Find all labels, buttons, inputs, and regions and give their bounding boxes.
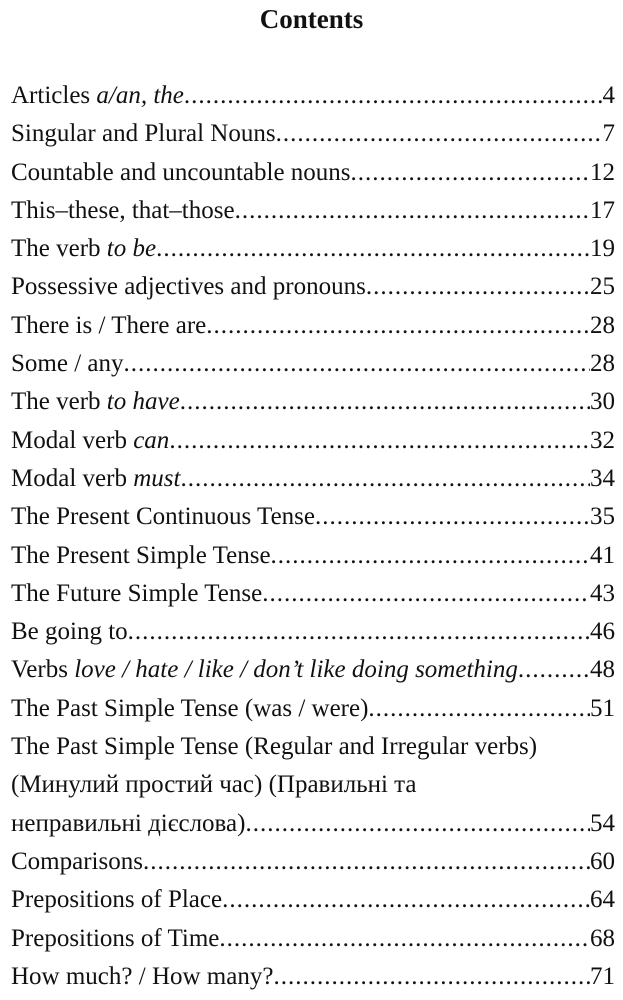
toc-entry bbox=[11, 537, 615, 575]
toc-entry-title-part: There is / There are bbox=[11, 311, 207, 339]
dot-leader bbox=[271, 537, 590, 575]
toc-entry-title bbox=[11, 805, 245, 843]
toc-entry bbox=[11, 383, 615, 421]
toc-entry-title-part: (Минулий простий час) (Правильні та bbox=[11, 771, 417, 799]
toc-entry-title bbox=[11, 460, 180, 498]
toc-entry-title bbox=[11, 958, 273, 996]
toc-entry-title bbox=[11, 230, 156, 268]
toc-entry bbox=[11, 920, 615, 958]
dot-leader bbox=[180, 383, 590, 421]
toc-entry-title-part: The verb bbox=[11, 235, 107, 263]
toc-entry bbox=[11, 345, 615, 383]
dot-leader bbox=[245, 805, 590, 843]
toc-entry-title-part: The Present Simple Tense bbox=[11, 541, 271, 569]
toc-entry bbox=[11, 690, 615, 728]
toc-entry-title-italic: to have bbox=[106, 388, 180, 416]
toc-entry-page-number: 28 bbox=[590, 311, 615, 339]
toc-entry-title bbox=[11, 422, 169, 460]
dot-leader bbox=[368, 690, 590, 728]
toc-entry-page-number: 4 bbox=[602, 82, 615, 109]
toc-entry bbox=[11, 575, 615, 613]
toc-entry-title-part: How much? / How many? bbox=[11, 962, 274, 990]
toc-entry-title-italic: to be bbox=[106, 235, 157, 263]
toc-entry-title bbox=[11, 77, 184, 115]
toc-entry bbox=[11, 805, 615, 843]
dot-leader bbox=[235, 192, 590, 230]
toc-entry bbox=[11, 728, 615, 766]
toc-entry-page-number: 32 bbox=[590, 426, 615, 454]
toc-entry-page-number: 71 bbox=[590, 962, 615, 990]
toc-entry-title bbox=[11, 115, 276, 153]
dot-leader bbox=[169, 422, 590, 460]
toc-entry-page-number: 35 bbox=[590, 503, 615, 531]
toc-entry-page-number: 54 bbox=[590, 809, 615, 837]
toc-entry-title bbox=[11, 920, 219, 958]
toc-entry bbox=[11, 958, 615, 996]
dot-leader bbox=[351, 154, 590, 192]
toc-entry-page-number: 12 bbox=[590, 158, 615, 186]
toc-entry bbox=[11, 77, 615, 115]
toc-entry-title-part: This–these, that–those bbox=[11, 196, 235, 224]
toc-entry bbox=[11, 651, 615, 689]
toc-entry-title-part: Be going to bbox=[11, 618, 128, 646]
toc-entry-page-number: 43 bbox=[590, 579, 615, 607]
toc-entry-title-part: The Past Simple Tense (was / were) bbox=[11, 694, 369, 722]
dot-leader bbox=[262, 575, 590, 613]
toc-entry-title-part: Modal verb bbox=[11, 464, 134, 492]
toc-entry bbox=[11, 843, 615, 881]
toc-entry-title bbox=[11, 345, 124, 383]
toc-entry-title bbox=[11, 843, 143, 881]
toc-entry-title-part: The Present Continuous Tense bbox=[11, 503, 316, 531]
toc-entry-page-number: 17 bbox=[590, 196, 615, 224]
toc-entry-title-part: Modal verb bbox=[11, 426, 134, 454]
toc-entry-title-italic: must bbox=[133, 464, 181, 492]
toc-entry-title-part: Verbs bbox=[11, 656, 75, 684]
toc-entry-title bbox=[11, 733, 537, 760]
toc-entry-title bbox=[11, 881, 222, 919]
dot-leader bbox=[180, 460, 590, 498]
toc-entry-page-number: 46 bbox=[590, 618, 615, 646]
toc-entry-title bbox=[11, 651, 518, 689]
dot-leader bbox=[315, 498, 590, 536]
toc-entry-title-part: The Past Simple Tense (Regular and Irregular verbs) bbox=[11, 733, 538, 761]
toc-entry-title-part: Prepositions of Place bbox=[11, 886, 223, 914]
toc-entry-page-number: 34 bbox=[590, 464, 615, 492]
contents-list bbox=[11, 77, 615, 996]
toc-entry-title bbox=[11, 537, 271, 575]
page-title: Contents bbox=[259, 4, 364, 34]
toc-entry bbox=[11, 613, 615, 651]
dot-leader bbox=[206, 307, 590, 345]
toc-entry bbox=[11, 115, 615, 153]
toc-entry-title-part: The verb bbox=[11, 388, 107, 416]
toc-entry bbox=[11, 230, 615, 268]
toc-entry-page-number: 25 bbox=[590, 273, 615, 301]
toc-entry bbox=[11, 192, 615, 230]
toc-entry-title bbox=[11, 575, 262, 613]
toc-entry-title-part: Articles bbox=[11, 82, 97, 109]
toc-entry-title-part: Comparisons bbox=[11, 847, 143, 875]
toc-entry-title-part: Possessive adjectives and pronouns bbox=[11, 273, 366, 301]
dot-leader bbox=[128, 613, 590, 651]
dot-leader bbox=[219, 920, 590, 958]
dot-leader bbox=[156, 230, 590, 268]
toc-entry-title-part: Prepositions of Time bbox=[11, 924, 220, 952]
toc-entry-page-number: 19 bbox=[590, 235, 615, 263]
toc-entry-page-number: 30 bbox=[590, 388, 615, 416]
toc-entry-title-part: Singular and Plural Nouns bbox=[11, 120, 276, 148]
toc-entry-title bbox=[11, 268, 366, 306]
toc-entry-title bbox=[11, 383, 180, 421]
toc-entry-page-number: 68 bbox=[590, 924, 615, 952]
toc-entry-title-part: Some / any bbox=[11, 350, 124, 378]
toc-entry-title bbox=[11, 307, 206, 345]
toc-entry-title-part: Countable and uncountable nouns bbox=[11, 158, 351, 186]
dot-leader bbox=[184, 77, 603, 115]
toc-entry-title-part: The Future Simple Tense bbox=[11, 579, 263, 607]
toc-entry bbox=[11, 766, 615, 804]
toc-entry-page-number: 60 bbox=[590, 847, 615, 875]
toc-entry bbox=[11, 307, 615, 345]
toc-entry-title bbox=[11, 154, 351, 192]
toc-entry bbox=[11, 881, 615, 919]
dot-leader bbox=[366, 268, 590, 306]
toc-entry-page-number: 48 bbox=[590, 656, 615, 684]
toc-entry-page-number: 64 bbox=[590, 886, 615, 914]
dot-leader bbox=[518, 651, 590, 689]
toc-entry bbox=[11, 268, 615, 306]
toc-entry-title-italic: a/an, the bbox=[96, 82, 184, 109]
toc-entry bbox=[11, 498, 615, 536]
toc-entry-title bbox=[11, 192, 235, 230]
dot-leader bbox=[222, 881, 590, 919]
toc-entry-title-italic: can bbox=[133, 426, 170, 454]
toc-entry bbox=[11, 422, 615, 460]
toc-entry-title-italic: love / hate / like / don’t like doing something bbox=[74, 656, 518, 684]
toc-entry bbox=[11, 154, 615, 192]
toc-entry-title bbox=[11, 690, 368, 728]
toc-entry-title-part: неправильні дієслова) bbox=[11, 809, 246, 837]
toc-entry-page-number: 28 bbox=[590, 350, 615, 378]
toc-entry-page-number: 41 bbox=[590, 541, 615, 569]
toc-entry-title bbox=[11, 498, 315, 536]
toc-entry-page-number: 7 bbox=[602, 120, 615, 148]
dot-leader bbox=[273, 958, 590, 996]
toc-entry-page-number: 51 bbox=[590, 694, 615, 722]
dot-leader bbox=[124, 345, 591, 383]
toc-entry-title bbox=[11, 771, 417, 798]
dot-leader bbox=[143, 843, 590, 881]
dot-leader bbox=[276, 115, 603, 153]
toc-entry bbox=[11, 460, 615, 498]
toc-entry-title bbox=[11, 613, 128, 651]
